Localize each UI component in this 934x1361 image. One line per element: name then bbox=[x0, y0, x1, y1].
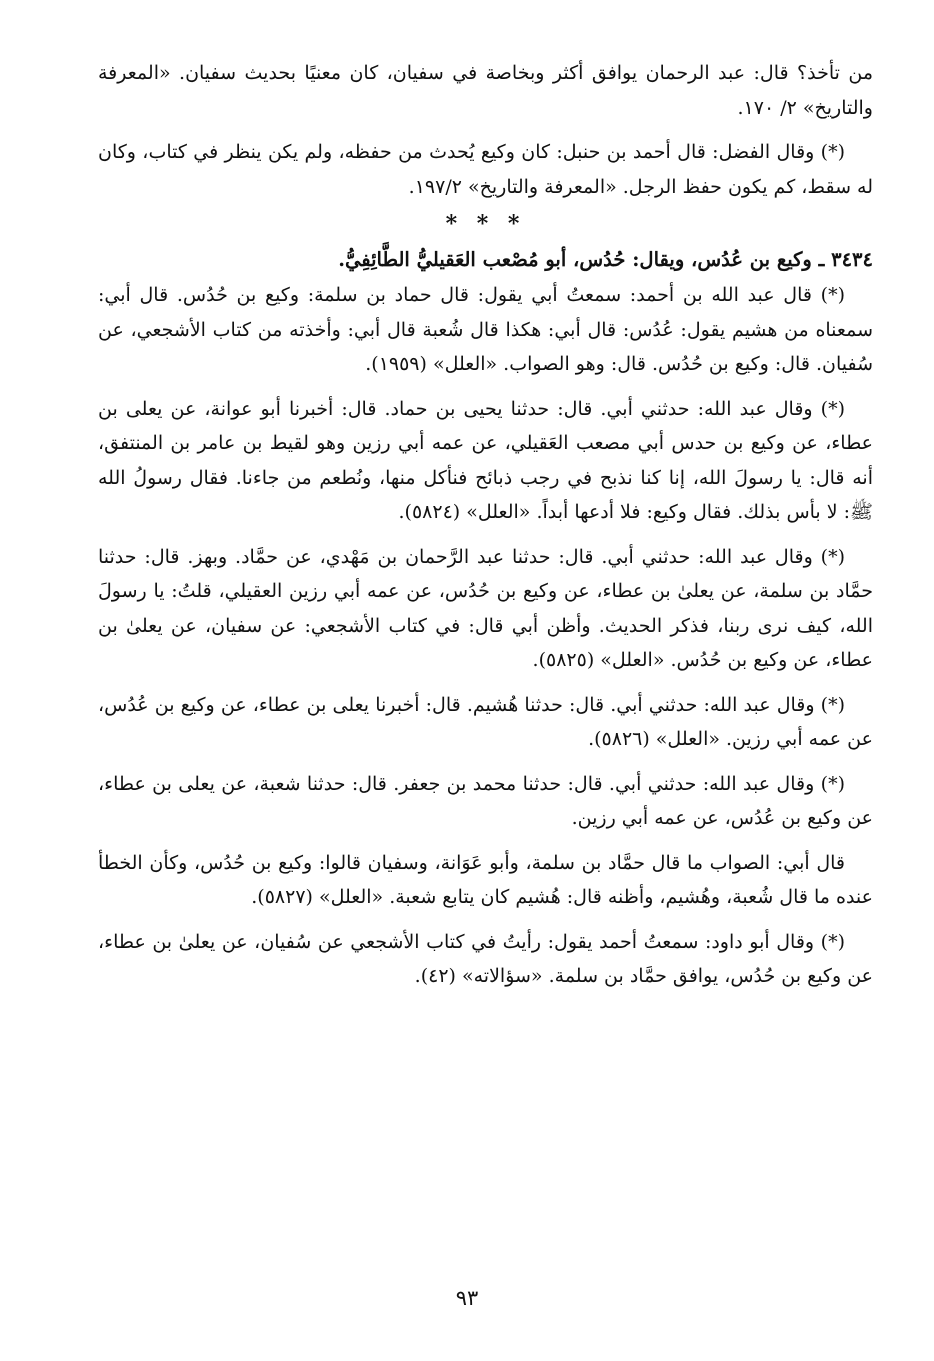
paragraph-fadl: (*) وقال الفضل: قال أحمد بن حنبل: كان وكيع يُحدث من حفظه، ولم يكن ينظر في كتاب، وكان له سقط، كم يكون حفظ الرجل. «المعرفة والتاريخ» ١٩٧/٢. bbox=[98, 141, 873, 198]
paragraph-entry-2: (*) وقال عبد الله: حدثني أبي. قال: حدثنا يحيى بن حماد. قال: أخبرنا أبو عوانة، عن يعلى بن عطاء، عن وكيع بن حدس أبي مصعب العَقيلي، عن عمه أبي رزين وهو لقيط بن عامر بن المنتفق، أنه قال: يا رسولَ الله، إنا كنا نذبح في رجب ذبائح فنأكل منها، ونُطعم من جاءنا. فقال رسولُ الله ﷺ: لا بأس بذلك. فقال وكيع: فلا أدعها أبداً. «العلل» (٥٨٢٤). bbox=[98, 397, 873, 523]
paragraph-entry-6: قال أبي: الصواب ما قال حمَّاد بن سلمة، وأبو عَوَانة، وسفيان قالوا: وكيع بن حُدُس، وكأن الخطأ عنده ما قال شُعبة، وهُشيم، وأظنه قال: هُشيم كان يتابع شعبة. «العلل» (٥٨٢٧). bbox=[98, 851, 873, 908]
paragraph-entry-7: (*) وقال أبو داود: سمعتُ أحمد يقول: رأيتُ في كتاب الأشجعي عن سُفيان، عن يعلىٰ بن عطاء، عن وكيع بن حُدُس، يوافق حمَّاد بن سلمة. «سؤالاته» (٤٢). bbox=[98, 930, 873, 987]
page-number: ٩٣ bbox=[455, 1286, 479, 1310]
page-body bbox=[98, 56, 873, 994]
paragraph-entry-4: (*) وقال عبد الله: حدثني أبي. قال: حدثنا هُشيم. قال: أخبرنا يعلى بن عطاء، عن وكيع بن عُدُس، عن عمه أبي رزين. «العلل» (٥٨٢٦). bbox=[98, 693, 873, 750]
paragraph-continuation: من تأخذ؟ قال: عبد الرحمان يوافق أكثر وبخاصة في سفيان، كان معنيًا بحديث سفيان. «المعرفة والتاريخ» ٢/ ١٧٠. bbox=[98, 62, 873, 119]
paragraph-entry-5: (*) وقال عبد الله: حدثني أبي. قال: حدثنا محمد بن جعفر. قال: حدثنا شعبة، عن يعلى بن عطاء، عن وكيع بن عُدُس، عن عمه أبي رزين. bbox=[98, 772, 873, 829]
paragraph-entry-1: (*) قال عبد الله بن أحمد: سمعتُ أبي يقول: قال حماد بن سلمة: وكيع بن حُدُس. قال أبي: سمعناه من هشيم يقول: عُدُس: قال أبي: هكذا قال شُعبة قال أبي: وأخذته من كتاب الأشجعي، عن سُفيان. قال: وكيع بن حُدُس. قال: وهو الصواب. «العلل» (١٩٥٩). bbox=[98, 284, 873, 375]
entry-heading: ٣٤٣٤ ـ وكيع بن عُدُس، ويقال: حُدُس، أبو مُصْعب العَقيليُّ الطَّائِفِيُّ. bbox=[338, 248, 873, 271]
section-separator: * * * bbox=[445, 211, 526, 237]
paragraph-entry-3: (*) وقال عبد الله: حدثني أبي. قال: حدثنا عبد الرَّحمان بن مَهْدي، عن حمَّاد. وبهز. قال: حدثنا حمَّاد بن سلمة، عن يعلىٰ بن عطاء، عن وكيع بن حُدُس، عن عمه أبي رزين العقيلي، قلتُ: يا رسولَ الله، كيف نرى ربنا، فذكر الحديث. وأظن أبي قال: في كتاب الأشجعي: عن سفيان، عن يعلىٰ بن عطاء، عن وكيع بن حُدُس. «العلل» (٥٨٢٥). bbox=[98, 545, 873, 671]
